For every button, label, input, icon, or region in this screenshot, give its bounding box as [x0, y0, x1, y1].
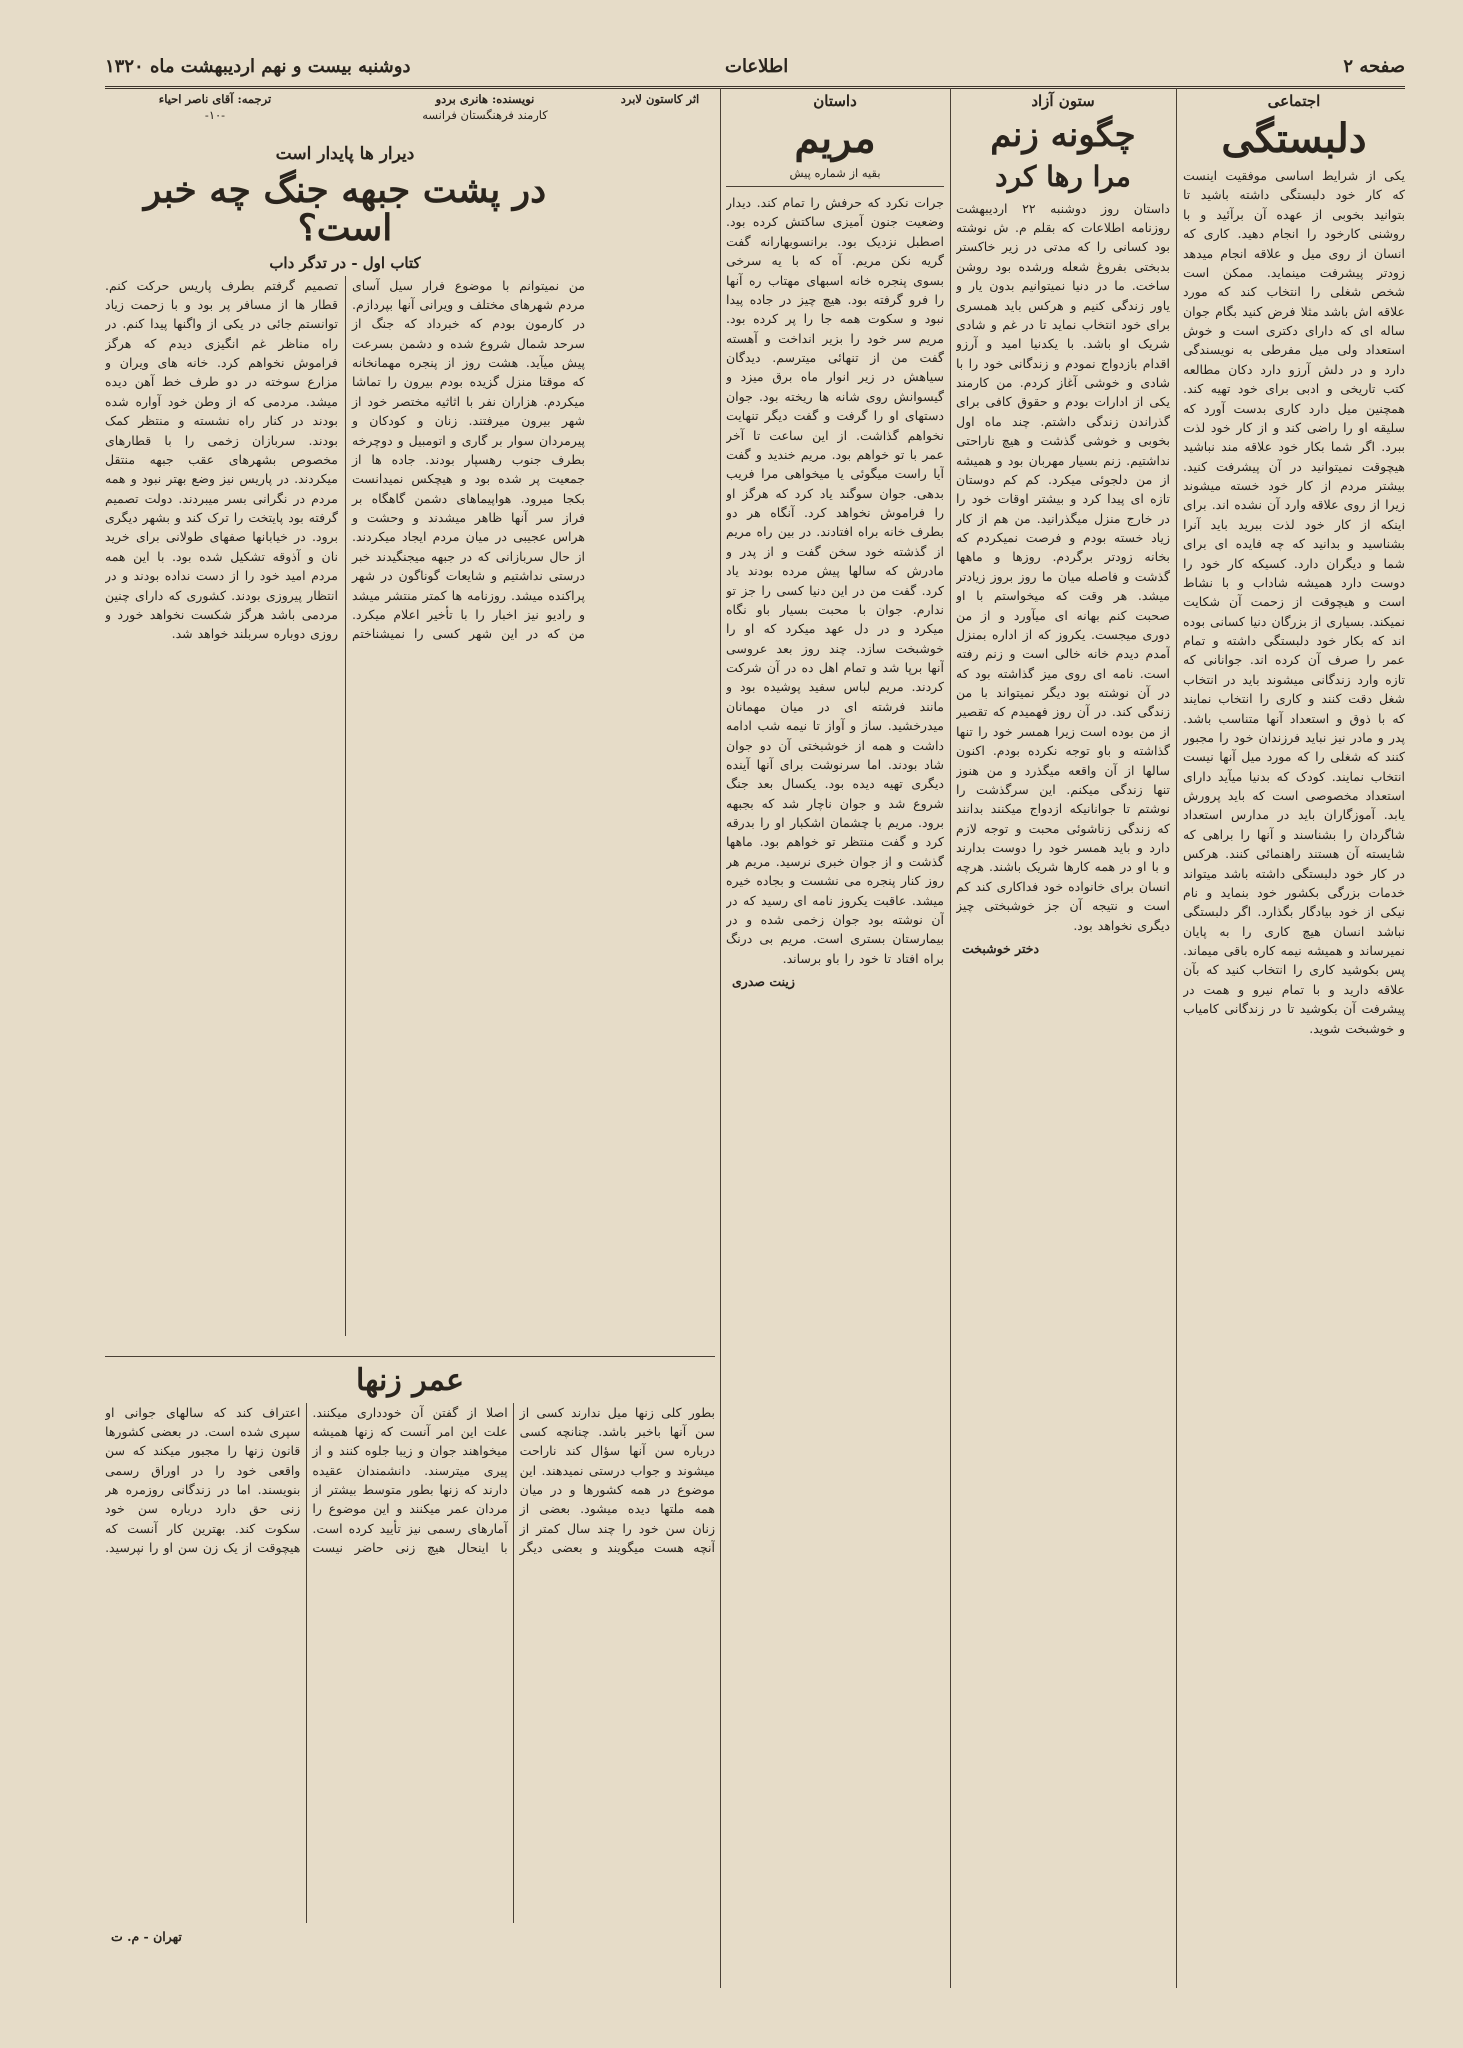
column-rule	[950, 88, 951, 1988]
masthead	[105, 52, 1405, 89]
article-subtitle: مرا رها کرد	[995, 159, 1131, 193]
column-free	[956, 88, 1170, 1988]
article-title: چگونه زنم	[990, 115, 1136, 155]
feature-kicker: دیرار ها پایدار است	[275, 144, 415, 164]
divider	[726, 186, 944, 187]
feature-author: نویسنده: هانری بردو	[435, 92, 535, 106]
feature-translator: ترجمه: آقای ناصر احیاء	[158, 92, 272, 106]
column-social	[1183, 88, 1405, 1988]
column-rule	[720, 88, 721, 1988]
section-label: داستان	[813, 92, 857, 110]
article-title: دلبستگی	[1221, 115, 1367, 162]
article-body: یکی از شرایط اساسی موفقیت اینست که کار خود دلبستگی داشته باشید تا بتوانید بخوبی از عهده آن برآئید و با روشنی کارخود را انجام دهید. کاری که انسان از روی میل و علاقه انجام میدهد زودتر پیشرفت مینماید. ممکن است شخص شغلی را انتخاب کند که مورد علاقه اش باشد مثلا فرض کنید بگام جوان ساله ای که دارای دکتری است و خوش استعداد ولی میل مفرطی به نویسندگی دارد و در دلش آرزو دارد دکان مطالعه کتب تاریخی و ادبی برای خود تهیه کند. همچنین میل دارد کاری بدست آورد که سلیقه او را راضی کند و از کار خود لذت ببرد. اگر شما بکار خود علاقه مند نباشید هیچوقت نمیتوانید در آن پیشرفت کنید. بیشتر مردم از کار خود خسته میشوند زیرا از روی علاقه وارد آن نشده اند. برای اینکه از کار خود لذت ببرید باید آنرا بشناسید و بدانید که چه فایده ای برای شما و دیگران دارد. کسیکه کار خود را دوست دارد همیشه شاداب و با نشاط است و هیچوقت از زحمت آن شکایت نمیکند. بسیاری از بزرگان دنیا کسانی بوده اند که بکار خود دلبستگی داشته و تمام عمر را صرف آن کرده اند. جوانانی که تازه وارد زندگانی میشوند باید در انتخاب شغل دقت کنند و کاری را انتخاب نمایند که با ذوق و استعداد آنها متناسب باشد. پدر و مادر نیز نباید فرزندان خود را مجبور کنند که شغلی را که مورد میل آنها نیست انتخاب نمایند. کودک که بدنیا میآید دارای استعداد مخصوصی است که باید پرورش یابد. آموزگاران باید در مدارس استعداد شاگردان را بشناسند و آنها را براهی که شایسته آن هستند راهنمائی کنند. هرکس در کار خود دلبستگی داشته باشد میتواند خدمات بزرگی بکشور خود بنماید و نام نیکی از خود بیادگار بگذارد. اگر دلبستگی نباشد انسان هیچ کاری را به پایان نمیرساند و همیشه نیمه کاره باقی میماند. پس بکوشید کاری را انتخاب کنید که بآن علاقه دارید و با تمام نیرو و همت در پیشرفت آن بکوشید تا در زندگانی کامیاب و خوشبخت شوید.	[1183, 168, 1405, 1036]
story-signature: زینت صدری	[732, 974, 795, 989]
box-title: عمر زنها	[355, 1363, 465, 1398]
feature-chapter: کتاب اول - در تدگر داب	[269, 253, 421, 272]
box-signature: تهران - م. ت	[111, 1928, 182, 1944]
story-title: مریم	[794, 115, 876, 162]
column-story	[726, 88, 944, 1988]
column-rule	[1176, 88, 1177, 1988]
section-label: اجتماعی	[1267, 92, 1321, 110]
column-feature	[105, 140, 585, 1352]
box-body: بطور کلی زنها میل ندارند کسی از سن آنها باخبر باشد. چنانچه کسی درباره سن آنها سؤال کند ناراحت میشوند و جواب درستی نمیدهند. این موضوع در همه کشورها و در میان همه ملتها دیده میشود. بعضی از زنان سن خود را چند سال کمتر از آنچه هست میگویند و بعضی دیگر اصلا از گفتن آن خودداری میکنند. علت این امر آنست که زنها همیشه میخواهند جوان و زیبا جلوه کنند و از پیری میترسند. دانشمندان عقیده دارند که زنها بطور متوسط بیشتر از مردان عمر میکنند و این موضوع را آمارهای رسمی نیز تأیید کرده است. با اینحال هیچ زنی حاضر نیست اعتراف کند که سالهای جوانی او سپری شده است. در بعضی کشورها قانون زنها را مجبور میکند که سن واقعی خود را در اوراق رسمی بنویسند. اما در زندگانی روزمره هر زنی حق دارد درباره سن خود سکوت کند. بهترین کار آنست که هیچوقت از یک زن سن او را نپرسید.	[105, 1404, 715, 1556]
feature-installment: -۱۰-	[204, 108, 226, 122]
article-body: داستان روز دوشنبه ۲۲ اردیبهشت روزنامه اطلاعات که بقلم م. ش نوشته بود کسانی را که مدتی در زیر خاکستر بدبختی بفروغ شعله ورشده بود روشن ساخت. ما در دنیا نمیتوانیم بدون یار و یاور زندگی کنیم و هرکس باید همسری برای خود انتخاب نماید تا در غم و شادی شریک او باشد. با یکدنیا امید و آرزو اقدام بازدواج نمودم و زندگانی خود را با شادی و خوشی آغاز کردم. من کارمند یکی از ادارات بودم و حقوق کافی برای گذراندن زندگی داشتم. چند ماه اول بخوبی و خوشی گذشت و هیچ ناراحتی نداشتیم. زنم بسیار مهربان بود و همیشه از من دلجوئی میکرد. کم کم دوستان تازه ای پیدا کرد و بیشتر اوقات خود را در خارج منزل میگذرانید. من هم از کار زیاد خسته بودم و فرصت نمیکردم که بخانه زودتر برگردم. روزها و ماهها گذشت و فاصله میان ما روز بروز زیادتر میشد. هر وقت که میخواستم با او صحبت کنم بهانه ای میآورد و از من دوری میجست. یکروز که از اداره بمنزل آمدم دیدم خانه خالی است و زنم رفته است. نامه ای روی میز گذاشته بود که در آن نوشته بود دیگر نمیتواند با من زندگی کند. در آن روز فهمیدم که تقصیر از من بوده است زیرا همسر خود را تنها گذاشته و باو توجه نکرده بودم. اکنون سالها از آن واقعه میگذرد و من هنوز تنها زندگی میکنم. این سرگذشت را نوشتم تا جوانانیکه ازدواج میکنند بدانند که زندگی زناشوئی محبت و توجه لازم دارد و باید همسر خود را دوست بدارند و با او در همه کارها شریک باشند. هرچه انسان برای خانواده خود فداکاری کند کم است و نتیجه آن جز خوشبختی چیز دیگری نخواهد بود.	[956, 200, 1170, 933]
feature-title: در پشت جبهه جنگ چه خبر است؟	[143, 169, 547, 249]
paper-name: اطلاعات	[725, 56, 789, 77]
feature-header	[105, 88, 715, 132]
page-number: صفحه ۲	[1343, 56, 1405, 77]
issue-date: دوشنبه بیست و نهم اردیبهشت ماه ۱۳۲۰	[105, 56, 411, 77]
story-body: جرات نکرد که حرفش را تمام کند. دیدار وضعیت جنون آمیزی ساکتش کرده بود. اصطبل نزدیک بود. برانسوبهارانه گفت گریه نکن مریم. آه که با یه سرخی بسوی پنجره خانه اسبهای مهتاب ره آنها را فرو گرفته بود. هیچ چیز در جاده پیدا نبود و سکوت همه جا را پر کرده بود. مریم سر خود را بزیر انداخت و آهسته گفت من از تنهائی میترسم. دیدگان سیاهش در زیر انوار ماه برق میزد و گیسوانش روی شانه ها ریخته بود. جوان دستهای او را گرفت و گفت دیگر تنهایت نخواهم گذاشت. از این ساعت تا آخر عمر با تو خواهم بود. مریم خندید و گفت آیا راست میگوئی یا میخواهی مرا فریب بدهی. جوان سوگند یاد کرد که هرگز او را فراموش نخواهد کرد. آنگاه هر دو بطرف خانه براه افتادند. در بین راه مریم از گذشته خود سخن گفت و از پدر و مادرش که سالها پیش مرده بودند یاد کرد. گفت من در این دنیا کسی را جز تو ندارم. جوان با محبت بسیار باو نگاه میکرد و در دل عهد میکرد که او را خوشبخت سازد. چند روز بعد عروسی آنها برپا شد و تمام اهل ده در آن شرکت کردند. مریم لباس سفید پوشیده بود و مانند فرشته ای در میان مهمانان میدرخشید. ساز و آواز تا نیمه شب ادامه داشت و همه از خوشبختی آن دو جوان شاد بودند. اما سرنوشت برای آنها آینده دیگری تهیه دیده بود. یکسال بعد جنگ شروع شد و جوان ناچار شد که بجبهه برود. مریم با چشمان اشکبار او را بدرقه کرد و گفت منتظر تو خواهم بود. ماهها گذشت و از جوان خبری نرسید. مریم هر روز کنار پنجره می نشست و بجاده خیره میشد. عاقبت یکروز نامه ای رسید که در آن نوشته بود جوان زخمی شده و در بیمارستان بستری است. مریم بی درنگ براه افتاد تا خود را باو برساند.	[726, 195, 944, 966]
section-label: ستون آزاد	[1031, 92, 1095, 110]
story-note: بقیه از شماره پیش	[789, 166, 881, 180]
article-signature: دختر خوشبخت	[962, 940, 1040, 956]
feature-author-role: کارمند فرهنگستان فرانسه	[422, 108, 548, 122]
box-women-age	[105, 1356, 715, 1997]
story-author: اثر کاستون لابرد	[620, 92, 700, 106]
feature-body: من نمیتوانم با موضوع فرار سیل آسای مردم شهرهای مختلف و ویرانی آنها بپردازم. در کارمون بودم که خبرداد که جنگ از سرحد شمال شروع شده و دشمن بسرعت پیش میآید. هشت روز از پنجره مهمانخانه که موقتا منزل گزیده بودم بیرون را تماشا میکردم. هزاران نفر با اثاثیه مختصر خود از شهر بیرون میرفتند. زنان و کودکان و پیرمردان سوار بر گاری و اتومبیل و دوچرخه بطرف جنوب رهسپار بودند. جاده ها از جمعیت پر شده بود و هیچکس نمیدانست بکجا میرود. هواپیماهای دشمن گاهگاه بر فراز سر آنها ظاهر میشدند و وحشت و هراس عجیبی در میان مردم ایجاد میکردند. از حال سربازانی که در جبهه میجنگیدند خبر درستی نداشتیم و شایعات گوناگون در شهر پراکنده میشد. روزنامه ها کمتر منتشر میشد و رادیو نیز اخبار را با تأخیر اعلام میکرد. من که در این شهر کسی را نمیشناختم تصمیم گرفتم بطرف پاریس حرکت کنم. قطار ها از مسافر پر بود و با زحمت زیاد توانستم جائی در یکی از واگنها پیدا کنم. در راه مناظر غم انگیزی دیدم که هرگز فراموش نخواهم کرد. خانه های ویران و مزارع سوخته در دو طرف خط آهن دیده میشد. مردمی که از وطن خود آواره شده بودند در کنار راه نشسته و منتظر کمک بودند. سربازان زخمی را با قطارهای مخصوص بشهرهای عقب جبهه منتقل میکردند. در پاریس نیز وضع بهتر نبود و همه مردم در نگرانی بسر میبردند. دولت تصمیم گرفته بود پایتخت را ترک کند و بشهر دیگری برود. در خیابانها صفهای طولانی برای خرید نان و آذوقه تشکیل شده بود. با این همه مردم امید خود را از دست نداده بودند و در انتظار پیروزی بودند. کشوری که دارای چنین مردمی باشد هرگز شکست نخواهد خورد و روزی دوباره سربلند خواهد شد.	[105, 277, 585, 642]
